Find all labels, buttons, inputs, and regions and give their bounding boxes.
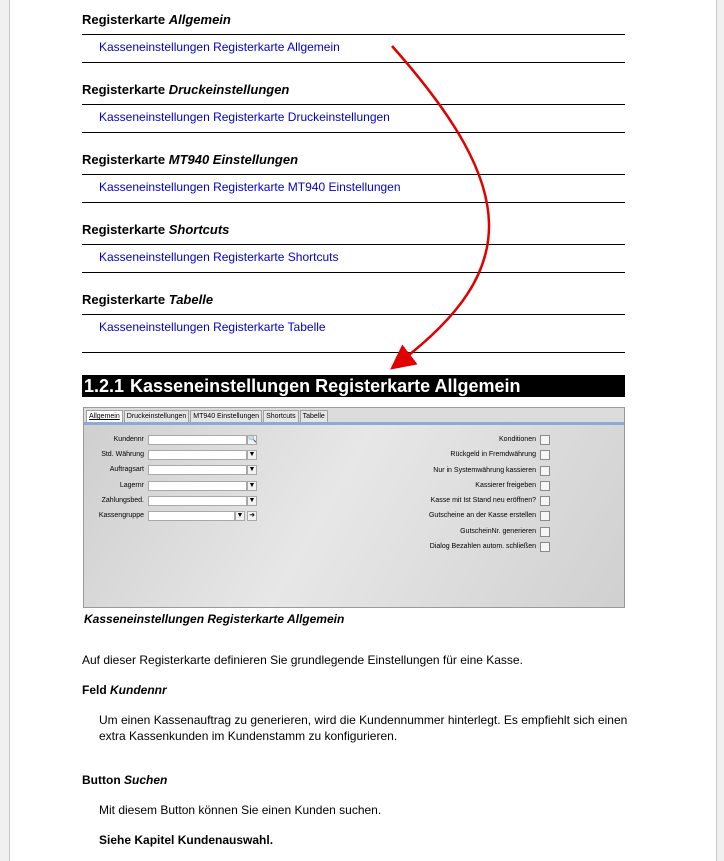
link-mt940[interactable]: Kasseneinstellungen Registerkarte MT940 Einstellungen bbox=[99, 180, 401, 194]
button-suchen-heading: Button Suchen bbox=[82, 773, 168, 787]
see-chapter-reference: Siehe Kapitel Kundenauswahl. bbox=[99, 833, 274, 847]
checkbox-label: Kasse mit Ist Stand neu eröffnen? bbox=[430, 497, 536, 504]
checkbox-gutscheine[interactable] bbox=[310, 511, 550, 521]
kassengruppe-select[interactable] bbox=[148, 511, 235, 521]
checkbox[interactable] bbox=[540, 527, 550, 537]
checkbox[interactable] bbox=[540, 511, 550, 521]
chapter-heading bbox=[82, 375, 625, 397]
kundennr-input[interactable] bbox=[148, 435, 247, 445]
field-label: Std. Währung bbox=[101, 451, 144, 458]
section-title: Registerkarte MT940 Einstellungen bbox=[82, 152, 299, 167]
tab-bar bbox=[86, 410, 329, 422]
heading-title: Kasseneinstellungen Registerkarte Allgemein bbox=[130, 376, 521, 396]
field-row-lagernr bbox=[84, 481, 144, 492]
section-title: Registerkarte Shortcuts bbox=[82, 222, 230, 237]
checkbox[interactable] bbox=[540, 450, 550, 460]
link-shortcuts[interactable]: Kasseneinstellungen Registerkarte Shortcuts bbox=[99, 250, 339, 264]
checkbox-label: GutscheinNr. generieren bbox=[460, 528, 536, 535]
field-row-auftragsart bbox=[84, 465, 144, 476]
tab-druckeinstellungen[interactable]: Druckeinstellungen bbox=[124, 410, 190, 422]
checkbox[interactable] bbox=[540, 496, 550, 506]
checkbox-label: Rückgeld in Fremdwährung bbox=[450, 451, 536, 458]
section-shortcuts bbox=[82, 210, 625, 280]
figure-caption: Kasseneinstellungen Registerkarte Allgemein bbox=[84, 612, 345, 626]
tab-tabelle[interactable]: Tabelle bbox=[300, 410, 328, 422]
chevron-down-icon[interactable]: ▼ bbox=[248, 482, 256, 489]
checkbox-dialog-bezahlen[interactable] bbox=[310, 542, 550, 552]
search-icon[interactable]: 🔍 bbox=[248, 436, 257, 443]
chevron-down-icon[interactable]: ▼ bbox=[236, 512, 244, 519]
field-row-zahlungsbed bbox=[84, 496, 144, 507]
checkbox-gutscheinnr[interactable] bbox=[310, 527, 550, 537]
field-row-waehrung bbox=[84, 450, 144, 461]
checkbox-label: Nur in Systemwährung kassieren bbox=[433, 467, 536, 474]
checkbox-konditionen[interactable] bbox=[310, 435, 550, 445]
field-label: Zahlungsbed. bbox=[101, 497, 144, 504]
field-label: Lagernr bbox=[119, 482, 144, 489]
checkbox[interactable] bbox=[540, 435, 550, 445]
waehrung-select[interactable] bbox=[148, 450, 247, 460]
section-list bbox=[82, 0, 625, 360]
settings-screenshot bbox=[83, 407, 625, 608]
field-label: Kundennr bbox=[113, 436, 144, 443]
section-druckeinstellungen bbox=[82, 70, 625, 140]
section-title: Registerkarte Allgemein bbox=[82, 12, 231, 27]
button-suchen-text: Mit diesem Button können Sie einen Kunden suchen. bbox=[99, 803, 382, 817]
checkbox-kassierer[interactable] bbox=[310, 481, 550, 491]
chevron-down-icon[interactable]: ▼ bbox=[248, 451, 256, 458]
section-mt940 bbox=[82, 140, 625, 210]
checkbox-label: Konditionen bbox=[499, 436, 536, 443]
checkbox-label: Dialog Bezahlen autom. schließen bbox=[429, 543, 536, 550]
checkbox-iststand[interactable] bbox=[310, 496, 550, 506]
tab-allgemein[interactable]: Allgemein bbox=[86, 410, 123, 422]
checkbox-label: Kassierer freigeben bbox=[475, 482, 536, 489]
checkbox[interactable] bbox=[540, 481, 550, 491]
chevron-down-icon[interactable]: ▼ bbox=[248, 497, 256, 504]
lagernr-select[interactable] bbox=[148, 481, 247, 491]
field-row-kundennr bbox=[84, 435, 144, 446]
section-title: Registerkarte Druckeinstellungen bbox=[82, 82, 290, 97]
checkbox-systemwaehrung[interactable] bbox=[310, 466, 550, 476]
field-label: Auftragsart bbox=[109, 466, 144, 473]
section-tabelle bbox=[82, 280, 625, 360]
link-tabelle[interactable]: Kasseneinstellungen Registerkarte Tabelle bbox=[99, 320, 326, 334]
field-row-kassengruppe bbox=[84, 511, 144, 522]
field-kundennr-heading: Feld Kundennr bbox=[82, 683, 167, 697]
arrow-right-icon[interactable]: ➜ bbox=[247, 511, 257, 521]
section-allgemein bbox=[82, 0, 625, 70]
checkbox-label: Gutscheine an der Kasse erstellen bbox=[428, 512, 536, 519]
field-kundennr-text: Um einen Kassenauftrag zu generieren, wird die Kundennummer hinterlegt. Es empfiehlt sich einen extra Kassenkunden im Kundenstamm zu konfigurieren. bbox=[99, 713, 628, 743]
checkbox[interactable] bbox=[540, 542, 550, 552]
tab-mt940[interactable]: MT940 Einstellungen bbox=[190, 410, 262, 422]
form-area bbox=[84, 425, 624, 607]
link-allgemein[interactable]: Kasseneinstellungen Registerkarte Allgemein bbox=[99, 40, 340, 54]
field-label: Kassengruppe bbox=[98, 512, 144, 519]
link-druckeinstellungen[interactable]: Kasseneinstellungen Registerkarte Druckeinstellungen bbox=[99, 110, 390, 124]
checkbox[interactable] bbox=[540, 466, 550, 476]
intro-text: Auf dieser Registerkarte definieren Sie grundlegende Einstellungen für eine Kasse. bbox=[82, 653, 523, 667]
section-title: Registerkarte Tabelle bbox=[82, 292, 214, 307]
auftragsart-select[interactable] bbox=[148, 465, 247, 475]
heading-number: 1.2.1 bbox=[84, 376, 125, 396]
tab-shortcuts[interactable]: Shortcuts bbox=[263, 410, 299, 422]
checkbox-rueckgeld[interactable] bbox=[310, 450, 550, 460]
zahlungsbed-select[interactable] bbox=[148, 496, 247, 506]
chevron-down-icon[interactable]: ▼ bbox=[248, 466, 256, 473]
